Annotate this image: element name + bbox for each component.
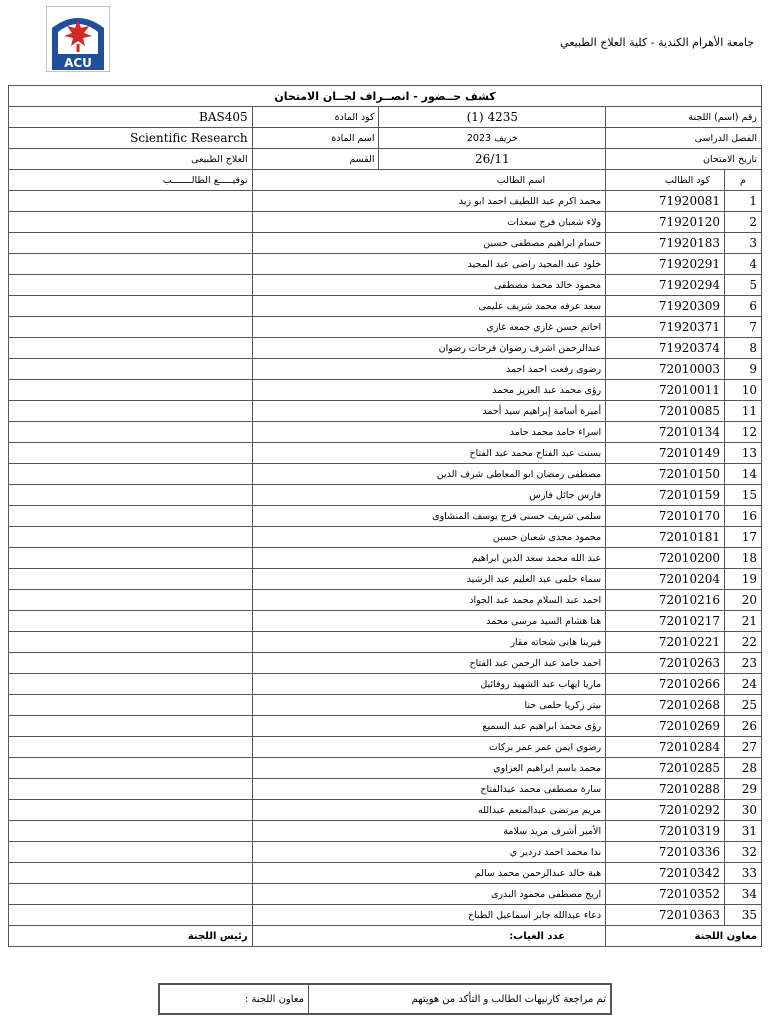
student-index: 19 — [724, 569, 761, 590]
student-index: 25 — [724, 695, 761, 716]
student-code: 72010292 — [606, 800, 725, 821]
student-name: ولاء شعبان فرج سعدات — [252, 212, 605, 233]
student-index: 34 — [724, 884, 761, 905]
student-code: 72010268 — [606, 695, 725, 716]
student-name: محمد اكرم عبد اللطيف احمد ابو زيد — [252, 191, 605, 212]
student-index: 6 — [724, 296, 761, 317]
student-index: 28 — [724, 758, 761, 779]
table-row — [9, 632, 762, 653]
table-row — [9, 380, 762, 401]
student-code: 72010150 — [606, 464, 725, 485]
student-signature-cell[interactable] — [9, 233, 253, 254]
student-name: بيتر زكريا حلمى حنا — [252, 695, 605, 716]
student-code: 72010200 — [606, 548, 725, 569]
student-index: 23 — [724, 653, 761, 674]
student-code: 72010216 — [606, 590, 725, 611]
student-name: سماء حلمى عبد العليم عبد الرشيد — [252, 569, 605, 590]
student-signature-cell[interactable] — [9, 632, 253, 653]
table-row — [9, 611, 762, 632]
table-row — [9, 548, 762, 569]
student-name: الأمير أشرف مريد سلامة — [252, 821, 605, 842]
student-index: 32 — [724, 842, 761, 863]
table-row — [9, 506, 762, 527]
student-signature-cell[interactable] — [9, 275, 253, 296]
student-index: 16 — [724, 506, 761, 527]
student-signature-cell[interactable] — [9, 443, 253, 464]
student-code: 72010284 — [606, 737, 725, 758]
table-row — [9, 569, 762, 590]
student-name: عبدالرحمن اشرف رضوان فرحات رضوان — [252, 338, 605, 359]
table-row — [9, 821, 762, 842]
student-signature-cell[interactable] — [9, 317, 253, 338]
table-row — [9, 359, 762, 380]
student-signature-cell[interactable] — [9, 842, 253, 863]
student-index: 18 — [724, 548, 761, 569]
student-signature-cell[interactable] — [9, 506, 253, 527]
student-signature-cell[interactable] — [9, 485, 253, 506]
column-header-index: م — [724, 170, 761, 191]
student-signature-cell[interactable] — [9, 464, 253, 485]
student-signature-cell[interactable] — [9, 716, 253, 737]
table-row — [9, 527, 762, 548]
student-code: 72010217 — [606, 611, 725, 632]
student-index: 30 — [724, 800, 761, 821]
table-row — [9, 443, 762, 464]
table-row — [9, 800, 762, 821]
table-row — [9, 422, 762, 443]
student-name: سعد عرفه محمد شريف عليمى — [252, 296, 605, 317]
student-signature-cell[interactable] — [9, 884, 253, 905]
student-code: 72010342 — [606, 863, 725, 884]
student-signature-cell[interactable] — [9, 191, 253, 212]
student-code: 72010221 — [606, 632, 725, 653]
student-index: 12 — [724, 422, 761, 443]
student-name: هنا هشام السيد مرسى محمد — [252, 611, 605, 632]
student-signature-cell[interactable] — [9, 527, 253, 548]
table-row — [9, 842, 762, 863]
table-row — [9, 485, 762, 506]
course-name-value: Scientific Research — [9, 128, 253, 149]
student-index: 15 — [724, 485, 761, 506]
student-index: 24 — [724, 674, 761, 695]
committee-label: رقم (اسم) اللجنة — [606, 107, 762, 128]
student-code: 72010288 — [606, 779, 725, 800]
course-code-value: BAS405 — [9, 107, 253, 128]
exam-date-value: 26/11 — [379, 149, 606, 170]
table-row — [9, 884, 762, 905]
table-row — [9, 254, 762, 275]
student-code: 72010003 — [606, 359, 725, 380]
student-signature-cell[interactable] — [9, 800, 253, 821]
student-signature-cell[interactable] — [9, 338, 253, 359]
student-index: 20 — [724, 590, 761, 611]
student-name: سارة مصطفى محمد عبدالفتاح — [252, 779, 605, 800]
page-header-title: جامعة الأهرام الكندية - كلية العلاج الطبيعي — [560, 36, 754, 49]
table-row — [9, 317, 762, 338]
table-row — [9, 590, 762, 611]
course-name-label: اسم المادة — [252, 128, 379, 149]
student-name: فارس جائل فارس — [252, 485, 605, 506]
student-name: دعاء عبدالله جابر اسماعيل الطباخ — [252, 905, 605, 926]
student-signature-cell[interactable] — [9, 590, 253, 611]
student-code: 72010170 — [606, 506, 725, 527]
student-name: احاتم حسن غازي جمعه غازي — [252, 317, 605, 338]
student-index: 10 — [724, 380, 761, 401]
semester-value: خريف 2023 — [379, 128, 606, 149]
university-logo — [46, 6, 110, 72]
table-row — [9, 296, 762, 317]
student-code: 71920081 — [606, 191, 725, 212]
student-signature-cell[interactable] — [9, 296, 253, 317]
student-name: عبد الله محمد سعد الدين ابراهيم — [252, 548, 605, 569]
department-label: القسم — [252, 149, 379, 170]
student-code: 72010085 — [606, 401, 725, 422]
student-index: 3 — [724, 233, 761, 254]
student-signature-cell[interactable] — [9, 821, 253, 842]
student-name: أميرة أسامة إبراهيم سيد أحمد — [252, 401, 605, 422]
student-code: 72010363 — [606, 905, 725, 926]
student-name: بسنت عبد الفتاح محمد عبد الفتاح — [252, 443, 605, 464]
student-index: 9 — [724, 359, 761, 380]
table-row — [9, 275, 762, 296]
semester-label: الفصل الدراسى — [606, 128, 762, 149]
student-code: 71920291 — [606, 254, 725, 275]
table-row — [9, 863, 762, 884]
student-code: 72010181 — [606, 527, 725, 548]
student-name: رؤى محمد ابراهيم عبد السميع — [252, 716, 605, 737]
assistant-label: معاون اللجنة — [606, 926, 762, 947]
committee-value: (1) 4235 — [379, 107, 606, 128]
student-index: 4 — [724, 254, 761, 275]
table-row — [9, 212, 762, 233]
student-code: 71920374 — [606, 338, 725, 359]
student-code: 72010204 — [606, 569, 725, 590]
column-header-name: اسم الطالب — [252, 170, 605, 191]
student-code: 72010134 — [606, 422, 725, 443]
column-header-signature: توقيـــــع الطالـــــــب — [9, 170, 253, 191]
student-name: محمود مجدى شعبان حسين — [252, 527, 605, 548]
student-name: ماريا ايهاب عبد الشهيد روفائيل — [252, 674, 605, 695]
sheet-title: كشف حــضور - انصــراف لجــان الامتحان — [9, 86, 762, 107]
student-code: 71920294 — [606, 275, 725, 296]
student-name: سلمى شريف حسنى فرج يوسف المنشاوى — [252, 506, 605, 527]
student-name: فيرينا هانى شحاته مقار — [252, 632, 605, 653]
student-name: رؤى محمد عبد العزيز محمد — [252, 380, 605, 401]
student-code: 72010352 — [606, 884, 725, 905]
table-row — [9, 338, 762, 359]
student-index: 5 — [724, 275, 761, 296]
student-signature-cell[interactable] — [9, 905, 253, 926]
student-signature-cell[interactable] — [9, 653, 253, 674]
student-signature-cell[interactable] — [9, 674, 253, 695]
review-note-box — [158, 983, 612, 1015]
student-index: 8 — [724, 338, 761, 359]
student-code: 71920309 — [606, 296, 725, 317]
student-code: 72010149 — [606, 443, 725, 464]
table-row — [9, 401, 762, 422]
student-index: 22 — [724, 632, 761, 653]
student-signature-cell[interactable] — [9, 212, 253, 233]
student-signature-cell[interactable] — [9, 569, 253, 590]
student-index: 27 — [724, 737, 761, 758]
table-row — [9, 905, 762, 926]
chair-label: رئيس اللجنة — [9, 926, 253, 947]
table-row — [9, 191, 762, 212]
note-assistant-label: معاون اللجنة : — [160, 985, 309, 1014]
student-name: احمد عبد السلام محمد عبد الجواد — [252, 590, 605, 611]
student-code: 72010269 — [606, 716, 725, 737]
student-index: 11 — [724, 401, 761, 422]
student-code: 72010263 — [606, 653, 725, 674]
student-index: 21 — [724, 611, 761, 632]
student-index: 17 — [724, 527, 761, 548]
student-signature-cell[interactable] — [9, 401, 253, 422]
note-review-text: تم مراجعة كارنيهات الطالب و التأكد من هويتهم — [309, 985, 611, 1014]
department-value: العلاج الطبيعى — [9, 149, 253, 170]
student-index: 1 — [724, 191, 761, 212]
exam-date-label: تاريخ الامتحان — [606, 149, 762, 170]
student-code: 72010266 — [606, 674, 725, 695]
logo-text: ACU — [64, 56, 92, 70]
student-signature-cell[interactable] — [9, 422, 253, 443]
student-code: 72010011 — [606, 380, 725, 401]
student-signature-cell[interactable] — [9, 758, 253, 779]
student-index: 13 — [724, 443, 761, 464]
student-index: 7 — [724, 317, 761, 338]
student-code: 71920371 — [606, 317, 725, 338]
student-index: 14 — [724, 464, 761, 485]
student-signature-cell[interactable] — [9, 863, 253, 884]
column-header-code: كود الطالب — [606, 170, 725, 191]
student-signature-cell[interactable] — [9, 779, 253, 800]
student-name: اسراء حامد محمد حامد — [252, 422, 605, 443]
student-index: 31 — [724, 821, 761, 842]
student-name: حسام ابراهيم مصطفى حسين — [252, 233, 605, 254]
student-index: 26 — [724, 716, 761, 737]
table-row — [9, 233, 762, 254]
student-index: 2 — [724, 212, 761, 233]
absent-count-label: عدد الغياب: — [252, 926, 605, 947]
student-index: 35 — [724, 905, 761, 926]
student-signature-cell[interactable] — [9, 695, 253, 716]
student-name: احمد حامد عبد الرحمن عبد الفتاح — [252, 653, 605, 674]
student-index: 29 — [724, 779, 761, 800]
student-signature-cell[interactable] — [9, 611, 253, 632]
student-name: اريج مصطفى محمود البدرى — [252, 884, 605, 905]
student-signature-cell[interactable] — [9, 737, 253, 758]
table-row — [9, 758, 762, 779]
student-code: 71920120 — [606, 212, 725, 233]
student-name: هبة خالد عبدالرحمن محمد سالم — [252, 863, 605, 884]
student-code: 71920183 — [606, 233, 725, 254]
student-name: رضوى رفعت احمد احمد — [252, 359, 605, 380]
student-name: رضوي ايمن عمر عمر بركات — [252, 737, 605, 758]
attendance-table — [8, 85, 762, 947]
student-name: محمود خالد محمد مصطفى — [252, 275, 605, 296]
table-row — [9, 653, 762, 674]
student-code: 72010285 — [606, 758, 725, 779]
student-code: 72010319 — [606, 821, 725, 842]
student-signature-cell[interactable] — [9, 254, 253, 275]
student-code: 72010336 — [606, 842, 725, 863]
student-name: ندا محمد احمد دردير ي — [252, 842, 605, 863]
student-name: خلود عبد المجيد راضى عبد المجيد — [252, 254, 605, 275]
student-name: مريم مرتضى عبدالمنعم عبدالله — [252, 800, 605, 821]
table-row — [9, 779, 762, 800]
table-row — [9, 674, 762, 695]
student-name: مصطفى رمضان ابو المعاطى شرف الدين — [252, 464, 605, 485]
table-row — [9, 695, 762, 716]
student-signature-cell[interactable] — [9, 380, 253, 401]
student-signature-cell[interactable] — [9, 359, 253, 380]
table-row — [9, 737, 762, 758]
student-signature-cell[interactable] — [9, 548, 253, 569]
student-code: 72010159 — [606, 485, 725, 506]
table-row — [9, 464, 762, 485]
student-index: 33 — [724, 863, 761, 884]
table-row — [9, 716, 762, 737]
student-name: محمد باسم ابراهيم العزاوي — [252, 758, 605, 779]
course-code-label: كود المادة — [252, 107, 379, 128]
